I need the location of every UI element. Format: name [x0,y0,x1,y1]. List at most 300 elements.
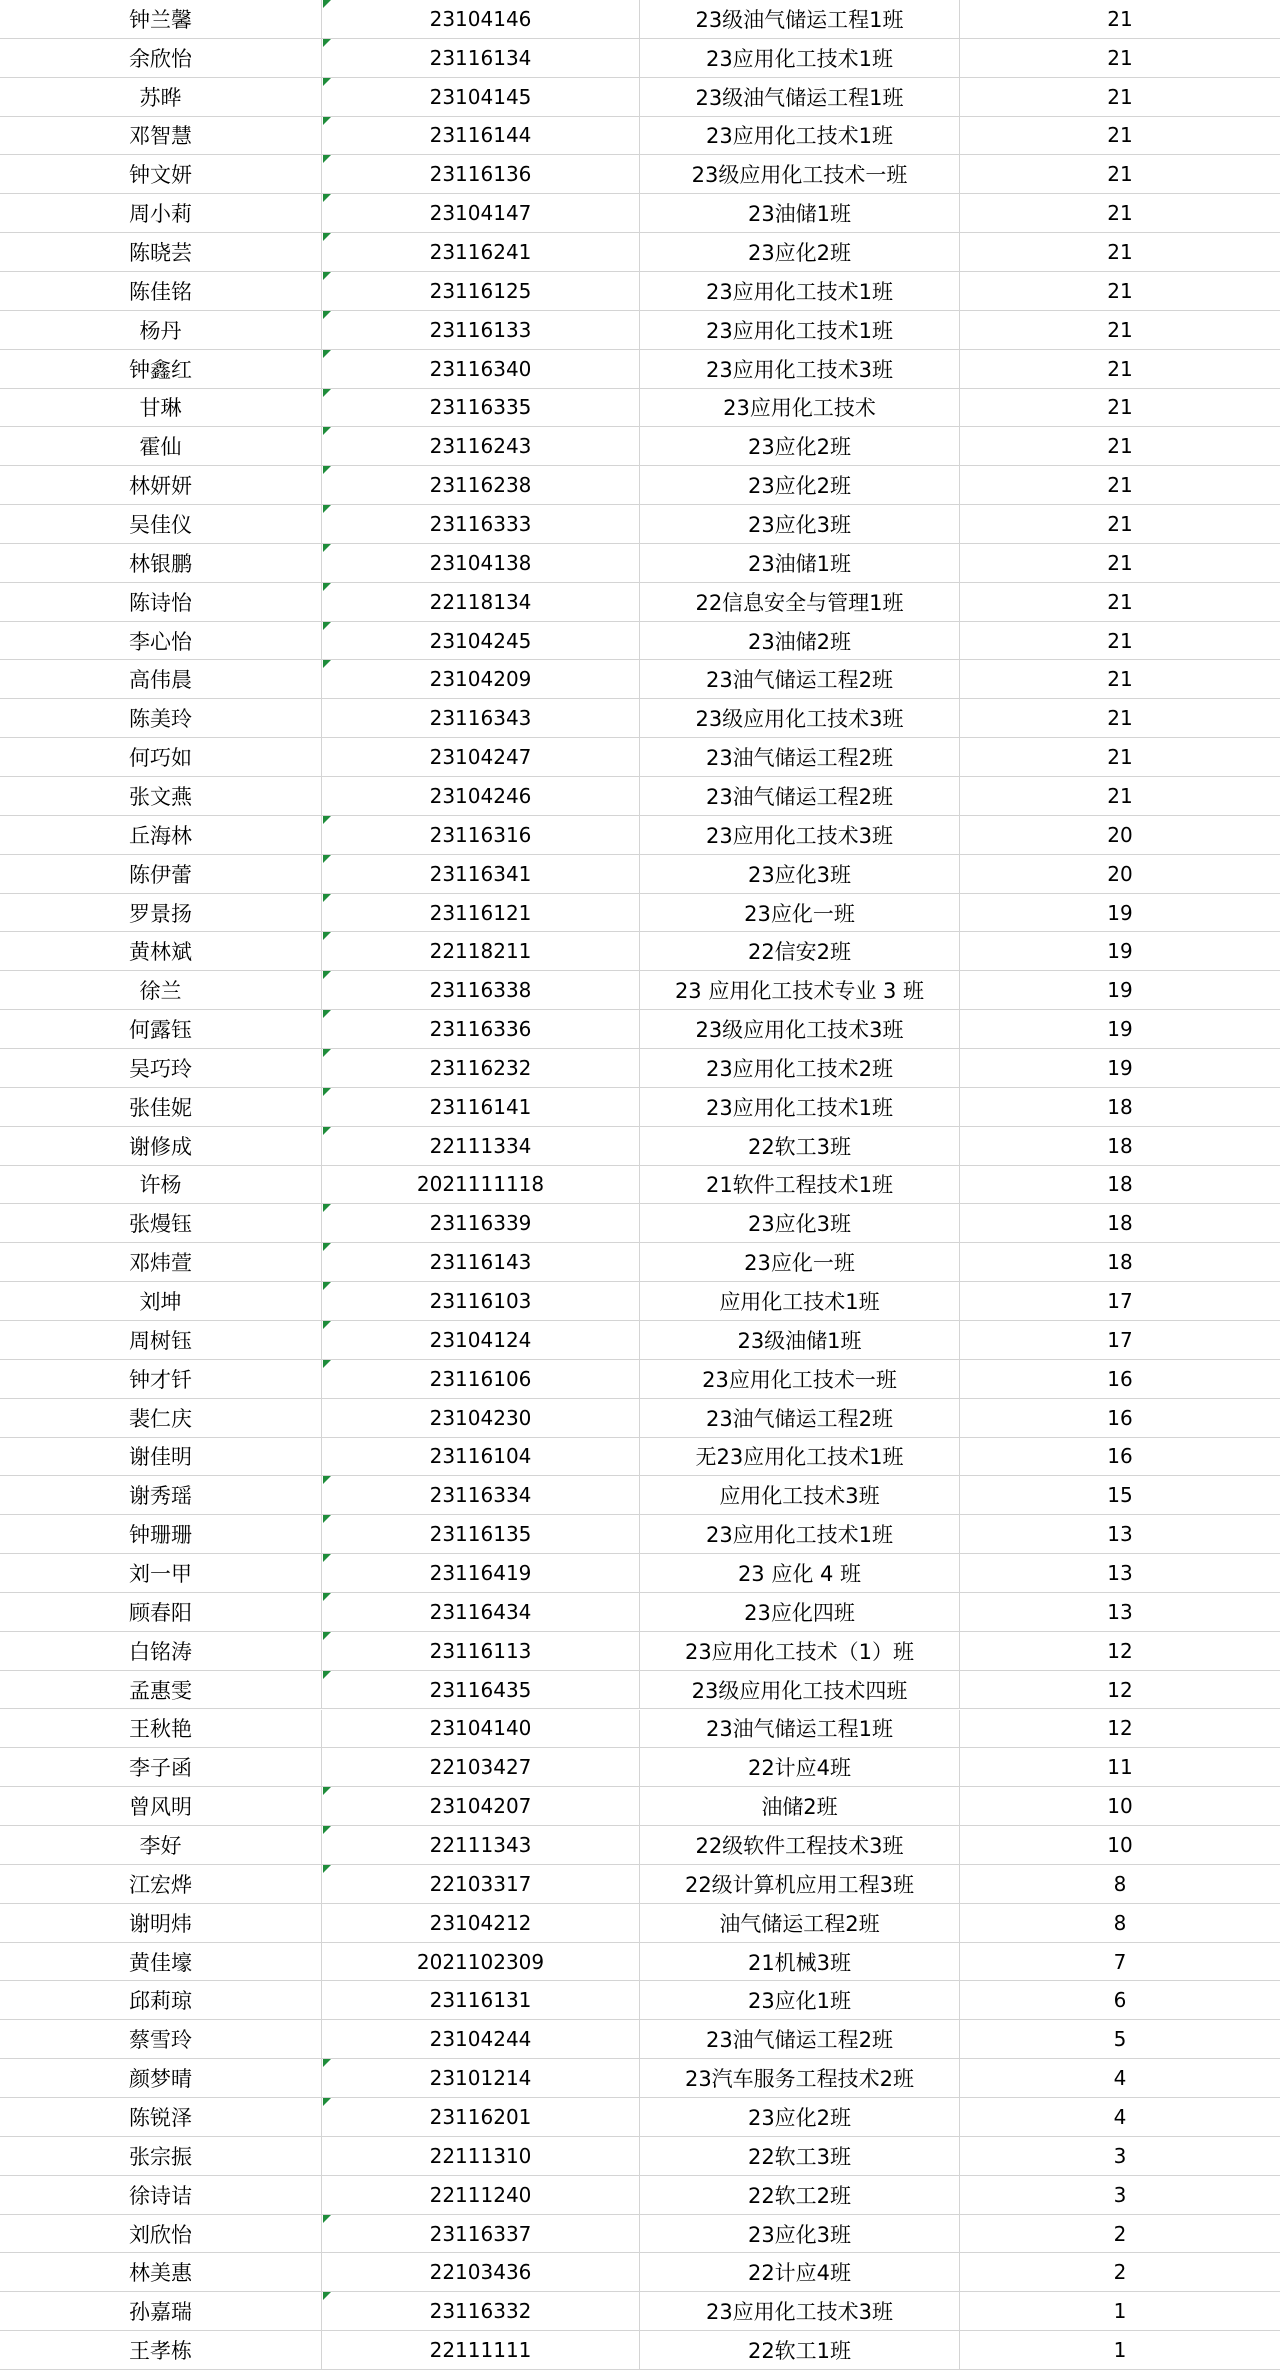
class-cell[interactable]: 23油气储运工程2班 [640,777,960,815]
score-cell[interactable]: 21 [1107,6,1133,31]
score-cell[interactable]: 21 [1107,84,1133,109]
student-id-cell[interactable]: 23116232 [322,1049,640,1087]
name-cell[interactable]: 曾风明 [0,1787,322,1825]
class-cell[interactable]: 23应化2班 [640,2098,960,2136]
score-cell[interactable]: 12 [1107,1716,1133,1741]
number-as-text-indicator-icon [323,505,331,513]
table-row [0,233,1280,272]
score-cell[interactable]: 21 [1107,473,1133,498]
name-cell[interactable]: 邓智慧 [0,117,322,155]
score-cell[interactable]: 18 [1107,1172,1133,1197]
name-cell[interactable]: 张文燕 [0,777,322,815]
name-cell[interactable]: 杨丹 [0,311,322,349]
class-cell[interactable]: 23油储1班 [640,194,960,232]
table-row [0,777,1280,816]
table-row [0,1166,1280,1205]
class-cell[interactable]: 油气储运工程2班 [640,1904,960,1942]
score-cell[interactable]: 12 [1107,1638,1133,1663]
number-as-text-indicator-icon [323,1360,331,1368]
table-row [0,1671,1280,1710]
number-as-text-indicator-icon [323,660,331,668]
number-as-text-indicator-icon [323,1826,331,1834]
student-id-cell[interactable]: 23116338 [322,971,640,1009]
student-id-cell[interactable]: 23116316 [322,816,640,854]
class-cell[interactable]: 22信安2班 [640,932,960,970]
name-cell[interactable]: 陈诗怡 [0,583,322,621]
student-id-cell[interactable]: 23116337 [322,2215,640,2253]
table-row [0,1943,1280,1982]
student-id-cell[interactable]: 23104138 [322,544,640,582]
score-cell[interactable]: 13 [1107,1599,1133,1624]
student-id-cell[interactable]: 23116334 [322,1476,640,1514]
number-as-text-indicator-icon [323,1787,331,1795]
student-id-cell[interactable]: 23116435 [322,1671,640,1709]
class-cell[interactable]: 23油储2班 [640,622,960,660]
score-cell[interactable]: 16 [1107,1366,1133,1391]
score-cell[interactable]: 21 [1107,589,1133,614]
class-cell[interactable]: 23应化四班 [640,1593,960,1631]
class-cell[interactable]: 23级油储1班 [640,1321,960,1359]
table-row [0,1360,1280,1399]
name-cell[interactable]: 许杨 [0,1166,322,1204]
student-id-cell[interactable]: 23116336 [322,1010,640,1048]
class-cell[interactable]: 23汽车服务工程技术2班 [640,2059,960,2097]
score-cell[interactable]: 21 [1107,745,1133,770]
score-cell[interactable]: 21 [1107,667,1133,692]
table-row [0,2137,1280,2176]
score-cell[interactable]: 21 [1107,162,1133,187]
table-row [0,1593,1280,1632]
class-cell[interactable]: 23应用化工技术（1）班 [640,1632,960,1670]
score-cell[interactable]: 16 [1107,1444,1133,1469]
table-row [0,2059,1280,2098]
class-cell[interactable]: 23级应用化工技术3班 [640,699,960,737]
student-id-cell[interactable]: 22111310 [322,2137,640,2175]
class-cell[interactable]: 23应用化工技术2班 [640,1049,960,1087]
student-id-cell[interactable]: 23116143 [322,1243,640,1281]
score-cell[interactable]: 21 [1107,240,1133,265]
student-id-cell[interactable]: 23116339 [322,1204,640,1242]
class-cell[interactable]: 23应用化工技术3班 [640,350,960,388]
student-id-cell[interactable]: 23116103 [322,1282,640,1320]
name-cell[interactable]: 谢修成 [0,1127,322,1165]
score-cell[interactable]: 1 [1113,2299,1127,2324]
student-id-cell[interactable]: 23104212 [322,1904,640,1942]
table-row [0,1321,1280,1360]
name-cell[interactable]: 陈伊蕾 [0,855,322,893]
name-cell[interactable]: 林银鹏 [0,544,322,582]
number-as-text-indicator-icon [323,117,331,125]
student-id-cell[interactable]: 23116121 [322,894,640,932]
score-cell[interactable]: 11 [1107,1755,1133,1780]
student-id-cell[interactable]: 23104140 [322,1710,640,1748]
table-row [0,855,1280,894]
name-cell[interactable]: 李心怡 [0,622,322,660]
class-cell[interactable]: 23油气储运工程2班 [640,2020,960,2058]
score-cell[interactable]: 7 [1113,1949,1127,1974]
name-cell[interactable]: 吴佳仪 [0,505,322,543]
table-row [0,2098,1280,2137]
table-row [0,622,1280,661]
name-cell[interactable]: 林妍妍 [0,466,322,504]
table-row [0,0,1280,39]
student-id-cell[interactable]: 23116133 [322,311,640,349]
score-cell[interactable]: 18 [1107,1211,1133,1236]
name-cell[interactable]: 张佳妮 [0,1088,322,1126]
student-id-cell[interactable]: 22103317 [322,1865,640,1903]
name-cell[interactable]: 何露钰 [0,1010,322,1048]
name-cell[interactable]: 张熳钰 [0,1204,322,1242]
score-cell[interactable]: 8 [1113,1910,1127,1935]
class-cell[interactable]: 23油气储运工程2班 [640,1399,960,1437]
student-id-cell[interactable]: 22111240 [322,2176,640,2214]
class-cell[interactable]: 23应用化工技术1班 [640,272,960,310]
number-as-text-indicator-icon [323,1088,331,1096]
score-cell[interactable]: 4 [1113,2104,1127,2129]
class-cell[interactable]: 23应化2班 [640,427,960,465]
table-row [0,350,1280,389]
class-cell[interactable]: 油储2班 [640,1787,960,1825]
score-cell[interactable]: 19 [1107,1055,1133,1080]
score-cell[interactable]: 19 [1107,900,1133,925]
score-cell[interactable]: 21 [1107,356,1133,381]
class-cell[interactable]: 23应用化工技术1班 [640,1088,960,1126]
student-id-cell[interactable]: 23116343 [322,699,640,737]
class-cell[interactable]: 23应用化工技术一班 [640,1360,960,1398]
class-cell[interactable]: 23级油气储运工程1班 [640,78,960,116]
student-id-cell[interactable]: 23104145 [322,78,640,116]
student-id-cell[interactable]: 23116419 [322,1554,640,1592]
score-cell[interactable]: 1 [1113,2338,1127,2363]
name-cell[interactable]: 李好 [0,1826,322,1864]
class-cell[interactable]: 23应化3班 [640,855,960,893]
table-row [0,1826,1280,1865]
name-cell[interactable]: 罗景扬 [0,894,322,932]
name-cell[interactable]: 谢明炜 [0,1904,322,1942]
class-cell[interactable]: 22软工3班 [640,1127,960,1165]
student-id-cell[interactable]: 23104245 [322,622,640,660]
name-cell[interactable]: 张宗振 [0,2137,322,2175]
name-cell[interactable]: 陈锐泽 [0,2098,322,2136]
name-cell[interactable]: 谢佳明 [0,1438,322,1476]
class-cell[interactable]: 23应化3班 [640,505,960,543]
student-id-cell[interactable]: 23104124 [322,1321,640,1359]
name-cell[interactable]: 王孝栋 [0,2331,322,2369]
student-id-cell[interactable]: 23104147 [322,194,640,232]
name-cell[interactable]: 周小莉 [0,194,322,232]
score-cell[interactable]: 8 [1113,1871,1127,1896]
number-as-text-indicator-icon [323,1476,331,1484]
name-cell[interactable]: 孟惠雯 [0,1671,322,1709]
class-cell[interactable]: 23应化一班 [640,894,960,932]
score-cell[interactable]: 20 [1107,822,1133,847]
table-row [0,932,1280,971]
student-id-cell[interactable]: 23116238 [322,466,640,504]
class-cell[interactable]: 23应化3班 [640,1204,960,1242]
student-id-cell[interactable]: 23116333 [322,505,640,543]
name-cell[interactable]: 钟文妍 [0,155,322,193]
number-as-text-indicator-icon [323,1010,331,1018]
student-id-cell[interactable]: 23116113 [322,1632,640,1670]
student-id-cell[interactable]: 22118211 [322,932,640,970]
number-as-text-indicator-icon [323,78,331,86]
name-cell[interactable]: 霍仙 [0,427,322,465]
score-cell[interactable]: 13 [1107,1522,1133,1547]
name-cell[interactable]: 刘坤 [0,1282,322,1320]
student-id-cell[interactable]: 2021102309 [322,1943,640,1981]
table-row [0,2020,1280,2059]
table-row [0,39,1280,78]
class-cell[interactable]: 22软工1班 [640,2331,960,2369]
score-cell[interactable]: 16 [1107,1405,1133,1430]
class-cell[interactable]: 23应化2班 [640,466,960,504]
name-cell[interactable]: 邱莉琼 [0,1981,322,2019]
class-cell[interactable]: 23 应化 4 班 [640,1554,960,1592]
score-cell[interactable]: 19 [1107,939,1133,964]
class-cell[interactable]: 应用化工技术3班 [640,1476,960,1514]
class-cell[interactable]: 23应化3班 [640,2215,960,2253]
name-cell[interactable]: 苏晔 [0,78,322,116]
student-id-cell[interactable]: 23116241 [322,233,640,271]
student-id-cell[interactable]: 22111111 [322,2331,640,2369]
name-cell[interactable]: 钟兰馨 [0,0,322,38]
class-cell[interactable]: 23级油气储运工程1班 [640,0,960,38]
class-cell[interactable]: 23应用化工技术1班 [640,39,960,77]
table-row [0,1710,1280,1749]
student-id-cell[interactable]: 22118134 [322,583,640,621]
class-cell[interactable]: 23油气储运工程2班 [640,660,960,698]
name-cell[interactable]: 丘海林 [0,816,322,854]
score-cell[interactable]: 21 [1107,512,1133,536]
score-cell[interactable]: 21 [1107,45,1133,70]
class-cell[interactable]: 22软工2班 [640,2176,960,2214]
class-cell[interactable]: 22软工3班 [640,2137,960,2175]
class-cell[interactable]: 23级应用化工技术3班 [640,1010,960,1048]
name-cell[interactable]: 林美惠 [0,2253,322,2291]
name-cell[interactable]: 刘欣怡 [0,2215,322,2253]
name-cell[interactable]: 蔡雪玲 [0,2020,322,2058]
table-row [0,1787,1280,1826]
class-cell[interactable]: 23级应用化工技术一班 [640,155,960,193]
score-cell[interactable]: 19 [1107,978,1133,1003]
table-row [0,505,1280,544]
class-cell[interactable]: 23应化一班 [640,1243,960,1281]
score-cell[interactable]: 3 [1113,2182,1127,2207]
class-cell[interactable]: 23应用化工技术3班 [640,816,960,854]
name-cell[interactable]: 周树钰 [0,1321,322,1359]
score-cell[interactable]: 2 [1113,2260,1127,2285]
name-cell[interactable]: 白铭涛 [0,1632,322,1670]
name-cell[interactable]: 余欣怡 [0,39,322,77]
student-id-cell[interactable]: 23116332 [322,2292,640,2330]
student-id-cell[interactable]: 22111334 [322,1127,640,1165]
class-cell[interactable]: 23应用化工技术1班 [640,311,960,349]
name-cell[interactable]: 徐诗诘 [0,2176,322,2214]
score-cell[interactable]: 12 [1107,1677,1133,1702]
number-as-text-indicator-icon [323,932,331,940]
table-row [0,1127,1280,1166]
score-cell[interactable]: 15 [1107,1483,1133,1508]
score-cell[interactable]: 3 [1113,2143,1127,2168]
name-cell[interactable]: 陈美玲 [0,699,322,737]
name-cell[interactable]: 刘一甲 [0,1554,322,1592]
name-cell[interactable]: 何巧如 [0,738,322,776]
class-cell[interactable]: 23级应用化工技术四班 [640,1671,960,1709]
table-row [0,389,1280,428]
name-cell[interactable]: 钟鑫红 [0,350,322,388]
class-cell[interactable]: 23应用化工技术 [640,389,960,427]
student-id-cell[interactable]: 23116335 [322,389,640,427]
score-cell[interactable]: 21 [1107,317,1133,342]
score-cell[interactable]: 17 [1107,1327,1133,1352]
class-cell[interactable]: 22级计算机应用工程3班 [640,1865,960,1903]
student-id-cell[interactable]: 23104209 [322,660,640,698]
name-cell[interactable]: 顾春阳 [0,1593,322,1631]
student-id-cell[interactable]: 23101214 [322,2059,640,2097]
student-id-cell[interactable]: 23116134 [322,39,640,77]
score-cell[interactable]: 21 [1107,278,1133,303]
name-cell[interactable]: 江宏烨 [0,1865,322,1903]
score-cell[interactable]: 2 [1113,2221,1127,2246]
name-cell[interactable]: 孙嘉瑞 [0,2292,322,2330]
student-id-cell[interactable]: 23116125 [322,272,640,310]
score-cell[interactable]: 17 [1107,1289,1133,1314]
score-cell[interactable]: 19 [1107,1017,1133,1042]
student-id-cell[interactable]: 23116434 [322,1593,640,1631]
class-cell[interactable]: 21机械3班 [640,1943,960,1981]
table-row [0,117,1280,156]
class-cell[interactable]: 23应化1班 [640,1981,960,2019]
name-cell[interactable]: 高伟晨 [0,660,322,698]
number-as-text-indicator-icon [323,1593,331,1601]
score-cell[interactable]: 10 [1107,1832,1133,1857]
class-cell[interactable]: 22级软件工程技术3班 [640,1826,960,1864]
name-cell[interactable]: 黄佳壕 [0,1943,322,1981]
student-id-cell[interactable]: 23116135 [322,1515,640,1553]
number-as-text-indicator-icon [323,1204,331,1212]
class-cell[interactable]: 23应用化工技术1班 [640,117,960,155]
table-row [0,1554,1280,1593]
student-id-cell[interactable]: 23104246 [322,777,640,815]
score-cell[interactable]: 21 [1107,395,1133,420]
number-as-text-indicator-icon [323,0,331,8]
class-cell[interactable]: 23 应用化工技术专业 3 班 [640,971,960,1009]
class-cell[interactable]: 23应用化工技术3班 [640,2292,960,2330]
number-as-text-indicator-icon [323,233,331,241]
name-cell[interactable]: 黄林斌 [0,932,322,970]
name-cell[interactable]: 陈晓芸 [0,233,322,271]
class-cell[interactable]: 23应用化工技术1班 [640,1515,960,1553]
number-as-text-indicator-icon [323,389,331,397]
number-as-text-indicator-icon [323,855,331,863]
number-as-text-indicator-icon [323,2215,331,2223]
student-id-cell[interactable]: 23116340 [322,350,640,388]
score-cell[interactable]: 18 [1107,1250,1133,1275]
name-cell[interactable]: 徐兰 [0,971,322,1009]
student-id-cell[interactable]: 23104244 [322,2020,640,2058]
student-id-cell[interactable]: 23116131 [322,1981,640,2019]
table-row [0,1515,1280,1554]
number-as-text-indicator-icon [323,311,331,319]
table-row [0,427,1280,466]
class-cell[interactable]: 21软件工程技术1班 [640,1166,960,1204]
class-cell[interactable]: 22计应4班 [640,2253,960,2291]
number-as-text-indicator-icon [323,1554,331,1562]
student-id-cell[interactable]: 22103427 [322,1748,640,1786]
name-cell[interactable]: 钟珊珊 [0,1515,322,1553]
student-id-cell[interactable]: 23116104 [322,1438,640,1476]
class-cell[interactable]: 无23应用化工技术1班 [640,1438,960,1476]
score-cell[interactable]: 21 [1107,201,1133,226]
score-cell[interactable]: 21 [1107,783,1133,808]
student-id-cell[interactable]: 23116141 [322,1088,640,1126]
name-cell[interactable]: 陈佳铭 [0,272,322,310]
score-cell[interactable]: 10 [1107,1794,1133,1819]
name-cell[interactable]: 李子函 [0,1748,322,1786]
student-id-cell[interactable]: 23104247 [322,738,640,776]
table-row [0,2215,1280,2254]
student-id-cell[interactable]: 23104207 [322,1787,640,1825]
number-as-text-indicator-icon [323,1049,331,1057]
score-cell[interactable]: 4 [1113,2066,1127,2091]
student-id-cell[interactable]: 2021111118 [322,1166,640,1204]
score-cell[interactable]: 21 [1107,628,1133,653]
student-id-cell[interactable]: 23116136 [322,155,640,193]
student-id-cell[interactable]: 23116341 [322,855,640,893]
score-cell[interactable]: 21 [1107,550,1133,575]
name-cell[interactable]: 邓炜萱 [0,1243,322,1281]
class-cell[interactable]: 23油气储运工程1班 [640,1710,960,1748]
student-id-cell[interactable]: 23116201 [322,2098,640,2136]
class-cell[interactable]: 23油气储运工程2班 [640,738,960,776]
score-cell[interactable]: 6 [1113,1988,1127,2013]
student-id-cell[interactable]: 23116144 [322,117,640,155]
student-id-cell[interactable]: 23104146 [322,0,640,38]
class-cell[interactable]: 23应化2班 [640,233,960,271]
student-id-cell[interactable]: 22103436 [322,2253,640,2291]
number-as-text-indicator-icon [323,544,331,552]
name-cell[interactable]: 吴巧玲 [0,1049,322,1087]
table-row [0,544,1280,583]
name-cell[interactable]: 谢秀瑶 [0,1476,322,1514]
student-id-cell[interactable]: 23104230 [322,1399,640,1437]
name-cell[interactable]: 颜梦晴 [0,2059,322,2097]
class-cell[interactable]: 22计应4班 [640,1748,960,1786]
table-row [0,738,1280,777]
class-cell[interactable]: 23油储1班 [640,544,960,582]
name-cell[interactable]: 钟才钎 [0,1360,322,1398]
score-cell[interactable]: 5 [1113,2027,1127,2052]
table-row [0,1748,1280,1787]
score-cell[interactable]: 18 [1107,1133,1133,1158]
student-id-cell[interactable]: 23116243 [322,427,640,465]
score-cell[interactable]: 20 [1107,861,1133,886]
class-cell[interactable]: 应用化工技术1班 [640,1282,960,1320]
name-cell[interactable]: 王秋艳 [0,1710,322,1748]
score-cell[interactable]: 21 [1107,706,1133,731]
class-cell[interactable]: 22信息安全与管理1班 [640,583,960,621]
score-cell[interactable]: 21 [1107,434,1133,459]
student-id-cell[interactable]: 22111343 [322,1826,640,1864]
name-cell[interactable]: 甘琳 [0,389,322,427]
score-cell[interactable]: 21 [1107,123,1133,148]
number-as-text-indicator-icon [323,194,331,202]
name-cell[interactable]: 裴仁庆 [0,1399,322,1437]
score-cell[interactable]: 13 [1107,1561,1133,1586]
student-id-cell[interactable]: 23116106 [322,1360,640,1398]
table-row [0,1049,1280,1088]
score-cell[interactable]: 18 [1107,1094,1133,1119]
